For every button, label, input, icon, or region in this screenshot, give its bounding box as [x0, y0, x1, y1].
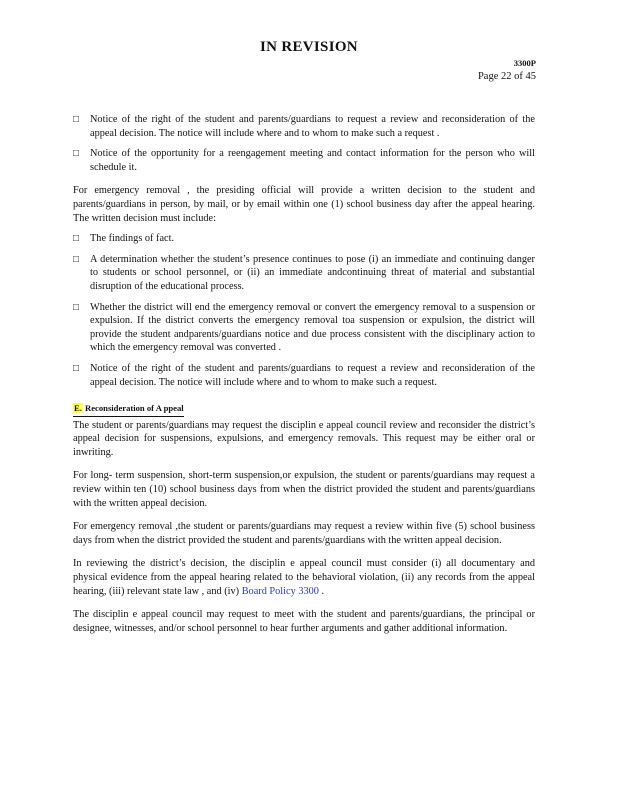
emergency-review-paragraph: For emergency removal ,the student or parents/guardians may request a review within five (5) school business days from when the district provided the student and parents/guardians with the written appeal decision.: [73, 521, 535, 546]
list-item-text: The findings of fact.: [90, 233, 175, 245]
emergency-removal-paragraph: For emergency removal , the presiding official will provide a written decision to the student and parents/guardians in person, by mail, or by email within one (1) school business day after the appeal hearing. The written decision must include:: [73, 185, 535, 224]
checkbox-bullet-icon: □: [73, 253, 80, 265]
list-item: [73, 113, 535, 140]
checkbox-bullet-icon: □: [73, 148, 80, 160]
document-body: [73, 113, 535, 642]
page-number: Page 22 of 45: [477, 71, 536, 82]
document-number: 3300P: [513, 58, 536, 68]
list-item-text: A determination whether the student’s presence continues to pose (i) an immediate and continuing danger to students or school personnel, or (ii) an immediate andcontinuing threat of material and substantial disruption of the educational process.: [90, 253, 535, 292]
checkbox-bullet-icon: □: [73, 301, 80, 313]
page-title: IN REVISION: [260, 39, 358, 55]
list-item-text: Whether the district will end the emergency removal or convert the emergency removal to a suspension or expulsion. If the district converts the emergency removal toa suspension or expulsion, the district will provide the student andparents/guardians notice and due process consistent with the disciplinary action to which the emergency removal was converted .: [90, 301, 535, 354]
list-item-text: Notice of the right of the student and parents/guardians to request a review and reconsideration of the appeal decision. The notice will include where and to whom to make such a request .: [90, 114, 535, 139]
section-letter: E.: [74, 403, 82, 414]
council-review-text: In reviewing the district’s decision, the disciplin e appeal council must consider (i) all documentary and physical evidence from the appeal hearing related to the behavioral violation, (ii) any records from the appeal hearing, (iii) relevant state law , and (iv): [73, 558, 535, 597]
list-item-text: Notice of the opportunity for a reengagement meeting and contact information for the person who will schedule it.: [90, 148, 535, 173]
list-item: [73, 253, 535, 294]
reconsideration-request-paragraph: The student or parents/guardians may request the disciplin e appeal council review and reconsider the district’s appeal decision for suspensions, expulsions, and emergency removals. This request may be either oral or inwriting.: [73, 419, 535, 458]
list-item: [73, 301, 535, 355]
checkbox-bullet-icon: □: [73, 233, 80, 245]
list-item: [73, 147, 535, 174]
checkbox-bullet-icon: □: [73, 114, 80, 125]
section-heading-reconsideration: [73, 402, 184, 417]
council-review-end: .: [318, 585, 325, 597]
long-term-suspension-paragraph: For long- term suspension, short-term suspension,or expulsion, the student or parents/guardians may request a review within ten (10) school business days from when the district provided the student and parents/guardians with the written appeal decision.: [73, 470, 535, 509]
checkbox-bullet-icon: □: [73, 362, 80, 374]
council-meeting-paragraph: The disciplin e appeal council may request to meet with the student and parents/guardians, the principal or designee, witnesses, and/or school personnel to hear further arguments and gather additional information.: [73, 609, 535, 634]
council-review-paragraph: [73, 557, 535, 598]
board-policy-link[interactable]: Board Policy 3300: [241, 585, 319, 597]
section-title: Reconsideration of A ppeal: [82, 403, 184, 414]
list-item: [73, 362, 535, 389]
list-item-text: Notice of the right of the student and parents/guardians to request a review and reconsideration of the appeal decision. The notice will include where and to whom to make such a request.: [90, 362, 535, 388]
list-item: [73, 232, 535, 246]
